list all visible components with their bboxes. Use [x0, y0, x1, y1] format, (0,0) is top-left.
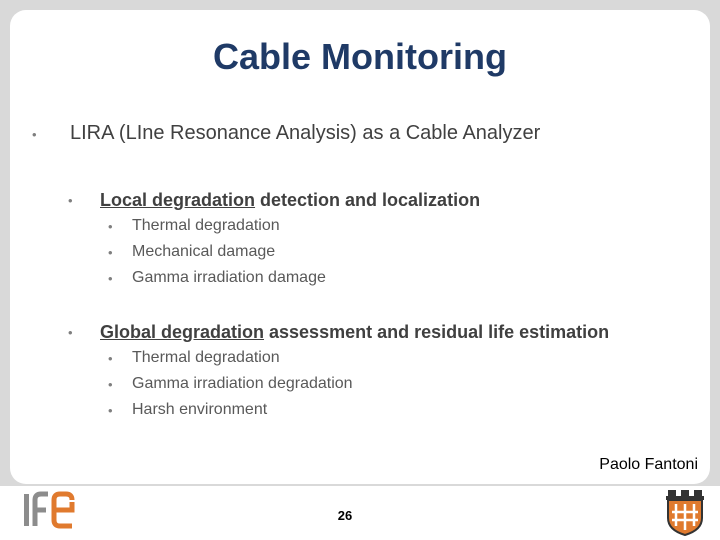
bullet-dot: • — [68, 193, 73, 208]
bullet-dot: • — [108, 403, 113, 418]
local-degradation-heading — [100, 190, 480, 211]
local-item-gamma: Gamma irradiation damage — [132, 269, 326, 286]
bullet-dot: • — [108, 219, 113, 234]
ife-logo-icon — [24, 490, 80, 532]
bullet-dot: • — [108, 271, 113, 286]
global-item-harsh: Harsh environment — [132, 401, 268, 418]
bullet-dot: • — [68, 325, 73, 340]
bullet-dot: • — [32, 127, 37, 142]
page-number: 26 — [337, 508, 353, 523]
footer-bar — [0, 486, 720, 540]
local-item-mechanical: Mechanical damage — [132, 243, 276, 260]
slide-title: Cable Monitoring — [213, 36, 507, 77]
author-name: Paolo Fantoni — [599, 456, 698, 473]
global-degradation-underlined: Global degradation — [100, 322, 265, 342]
global-item-gamma: Gamma irradiation degradation — [132, 375, 353, 392]
global-degradation-heading — [100, 322, 609, 343]
main-bullet-text: LIRA (LIne Resonance Analysis) as a Cable Analyzer — [70, 122, 541, 144]
global-degradation-rest: assessment and residual life estimation — [264, 322, 610, 342]
institution-seal-icon — [664, 488, 706, 536]
global-item-thermal: Thermal degradation — [132, 349, 280, 366]
local-degradation-underlined: Local degradation — [100, 190, 256, 210]
slide-panel — [10, 10, 710, 484]
bullet-dot: • — [108, 351, 113, 366]
bullet-dot: • — [108, 377, 113, 392]
local-degradation-rest: detection and localization — [255, 190, 481, 210]
local-item-thermal: Thermal degradation — [132, 217, 280, 234]
bullet-dot: • — [108, 245, 113, 260]
